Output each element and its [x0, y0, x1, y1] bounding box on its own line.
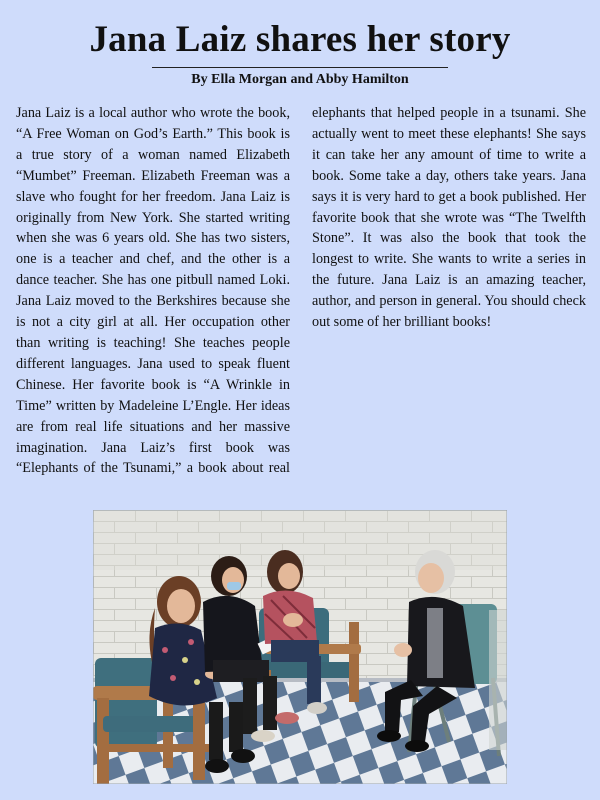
article-title: Jana Laiz shares her story	[89, 19, 511, 60]
article-body	[16, 103, 586, 493]
interview-photo	[93, 510, 507, 784]
article-paragraph: Jana Laiz is a local author who wrote the book, “A Free Woman on God’s Earth.” This book is a true story of a woman named Elizabeth “Mumbet” Freeman. Elizabeth Freeman was a slave who fought for her freedom. Jana Laiz is originally from New York. She started writing when she was 6 years old. She has two sisters, one is a teacher and chef, and the other is a dance teacher. She has one pitbull named Loki. Jana Laiz moved to the Berkshires because she is not a city girl at all. Her occupation other than writing is teaching! She teaches people different languages. Jana used to speak fluent Chinese. Her favorite book is “A Wrinkle in Time” written by Madeleine L’Engle. Her ideas are from real life situations and her massive imagination. Jana Laiz’s first book was “Elephants of the Tsunami,” a book about real elephants that helped people in a tsunami. She actually went to meet these elephants! She says it can take her any amount of time to write a book. Some take a day, others take years. Jana says it is very hard to get a book published. Her favorite book that she wrote was “The Twelfth Stone”. It was also the book that took the longest to write. She wants to write a series in the future. Jana Laiz is an amazing teacher, author, and person in general. You should check out some of her brilliant books!	[16, 105, 586, 477]
article-byline: By Ella Morgan and Abby Hamilton	[191, 72, 409, 87]
title-divider	[152, 67, 448, 68]
